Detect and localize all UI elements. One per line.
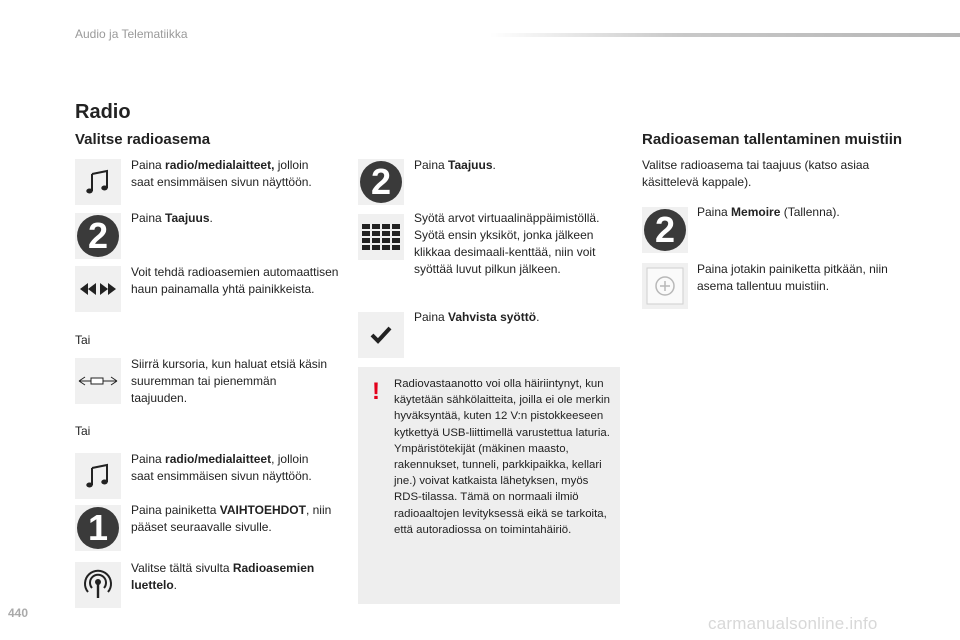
step-badge-2: 2 [75,213,121,259]
left-step7-text: Valitse tältä sivulta Radioasemien luettelo. [131,561,315,592]
right-heading: Radioaseman tallentaminen muistiin [642,131,903,148]
or-label-1: Tai [75,333,91,347]
section-header: Audio ja Telematiikka [75,27,188,41]
page-number: 440 [8,606,29,620]
left-step3-text: Voit tehdä radioasemien automaattisen haun painamalla yhtä painikkeista. [131,265,339,296]
frequency-slider-icon [75,358,121,404]
radio-antenna-icon [75,562,121,608]
keypad-icon [358,214,404,260]
middle-step3-text: Paina Vahvista syöttö. [414,310,540,324]
warning-icon: ! [372,378,380,405]
right-intro-text: Valitse radioasema tai taajuus (katso asiaa käsittelevä kappale). [642,158,870,189]
seek-arrows-icon [75,266,121,312]
warning-text: Radiovastaanotto voi olla häiriintynyt, kun käytetään sähkölaitteita, joilla ei ole merkin hyväksyntää, kuten 12 V:n pistokkeeseen kytkettyä USB-liittimellä varustettua laturia. Ympäristötekijät (mäkinen maasto, rakennukset, tunneli, parkkipaikka, kellari jne.) voivat katkaista lähetyksen, myös RDS-tilassa. Tämä on normaali ilmiö radioaaltojen levityksessä eikä se tarkoita, että autoradiossa on toimintahäiriö. [394,378,610,536]
page-title: Radio [75,101,131,123]
step-badge-2-middle: 2 [358,159,404,205]
watermark: carmanualsonline.info [708,614,878,633]
music-icon-2 [75,453,121,499]
left-step5-text: Paina radio/medialaitteet, jolloin saat ensimmäisen sivun näyttöön. [131,452,312,483]
right-step1-text: Paina Memoire (Tallenna). [697,205,840,219]
right-step2-text: Paina jotakin painiketta pitkään, niin asema tallentuu muistiin. [697,262,888,293]
music-icon [75,159,121,205]
add-preset-icon [642,263,688,309]
left-step1-text: Paina radio/medialaitteet, jolloin saat ensimmäisen sivun näyttöön. [131,158,312,189]
left-step2-text: Paina Taajuus. [131,211,213,225]
checkmark-icon [358,312,404,358]
left-step6-text: Paina painiketta VAIHTOEHDOT, niin pääset seuraavalle sivulle. [131,503,332,534]
header-divider [490,33,960,37]
step-badge-2-right: 2 [642,207,688,253]
left-heading: Valitse radioasema [75,131,211,148]
step-badge-1: 1 [75,505,121,551]
or-label-2: Tai [75,424,91,438]
left-step4-text: Siirrä kursoria, kun haluat etsiä käsin suuremman tai pienemmän taajuuden. [131,357,328,405]
middle-step2-text: Syötä arvot virtuaalinäppäimistöllä. Syötä ensin yksiköt, jonka jälkeen klikkaa desimaali-kenttää, niin voit syöttää luvut pilkun jälkeen. [414,211,600,276]
middle-step1-text: Paina Taajuus. [414,158,496,172]
